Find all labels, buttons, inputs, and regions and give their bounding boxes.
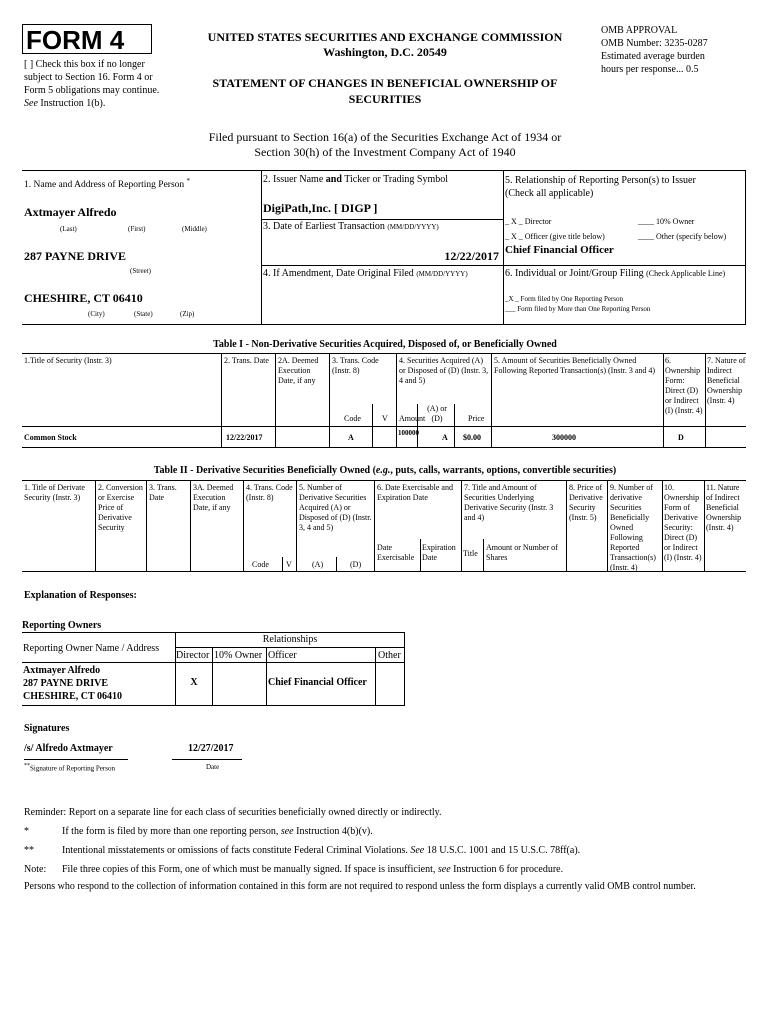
signature-value: /s/ Alfredo Axtmayer: [24, 743, 113, 754]
reporting-person-street: 287 PAYNE DRIVE: [24, 249, 127, 263]
owner-address: Axtmayer Alfredo 287 PAYNE DRIVE CHESHIRE, CT 06410: [23, 665, 123, 702]
signature-date: 12/27/2017: [188, 743, 234, 754]
signature-label: **Signature of Reporting Person: [24, 763, 115, 773]
multiple-person-option[interactable]: ___ Form filed by More than One Reporting Person: [505, 305, 651, 313]
box2-issuer: 2. Issuer Name and Ticker or Trading Symbol DigiPath,Inc. [ DIGP ]: [261, 171, 504, 220]
other-checkbox[interactable]: ____ Other (specify below): [638, 232, 727, 241]
statement-title: STATEMENT OF CHANGES IN BENEFICIAL OWNERSHIP OF SECURITIES: [212, 76, 558, 106]
table1: 1.Title of Security (Instr. 3) 2. Trans. Date 2A. Deemed Execution Date, if any 3. Trans. Code (Instr. 8) 4. Securities Acquired (A) or Disposed of (D) (Instr. 3, 4 and 5) 5. Amount of Securities Beneficially Owned Following Reported Transaction(s) (Instr. 3 and 4) 6. Ownership Form: Direct (D) or Indirect (I) (Instr. 4) 7. Nature of Indirect Beneficial Ownership (Instr. 4) Code V Amount (A) or (D) Price Common Stock 12/22/2017 A 100000 A $0.00 300000 D: [22, 353, 746, 448]
box3-earliest-transaction: 3. Date of Earliest Transaction (MM/DD/YYYY) 12/22/2017: [261, 219, 504, 266]
officer-checkbox[interactable]: _ X _ Officer (give title below): [505, 232, 605, 241]
signature-rule: [24, 759, 128, 760]
omb-approval: OMB APPROVAL OMB Number: 3235-0287 Estimated average burden hours per response... 0.5: [601, 25, 708, 75]
director-checkbox[interactable]: _ X _ Director: [505, 217, 552, 226]
earliest-transaction-date: 12/22/2017: [444, 249, 499, 263]
table2: 1. Title of Derivate Security (Instr. 3) 2. Conversion or Exercise Price of Derivative Security 3. Trans. Date 3A. Deemed Execution Date, if any 4. Trans. Code (Instr. 8) 5. Number of Derivative Securities Acquired (A) or Disposed of (D) (Instr. 3, 4 and 5) 6. Date Exercisable and Expiration Date 7. Title and Amount of Securities Underlying Derivative Security (Instr. 3 and 4) 8. Price of Derivative Security (Instr. 5) 9. Number of derivative Securities Beneficially Owned Following Reported Transaction(s) (Instr. 4) 10. Ownership Form of Derivative Security: Direct (D) or Indirect (I) (Instr. 4) 11. Nature of Indirect Beneficial Ownership (Instr. 4) Code V (A) (D) Date Exercisable Expiration Date Title Amount or Number of Shares: [22, 480, 746, 572]
issuer-name: DigiPath,Inc. [ DIGP ]: [263, 201, 378, 215]
box5-relationship: 5. Relationship of Reporting Person(s) to Issuer (Check all applicable) _ X _ Director ____ 10% Owner _ X _ Officer (give title below) ____ Other (specify below) Chief Financial Officer: [503, 171, 745, 266]
reporting-owners-table: Reporting Owner Name / Address Relationships Director 10% Owner Officer Other Axtmayer Alfredo 287 PAYNE DRIVE CHESHIRE, CT 06410 X Chief Financial Officer: [22, 632, 405, 706]
top-boxes: [22, 170, 746, 325]
reporting-person-name: Axtmayer Alfredo: [24, 205, 117, 219]
table1-title: Table I - Non-Derivative Securities Acquired, Disposed of, or Beneficially Owned: [213, 339, 557, 350]
signatures-heading: Signatures: [24, 723, 70, 734]
box6-filing: 6. Individual or Joint/Group Filing (Check Applicable Line) _X _ Form filed by One Reporting Person ___ Form filed by More than One Reporting Person: [505, 268, 726, 313]
date-rule: [172, 759, 242, 760]
box4-amendment: 4. If Amendment, Date Original Filed (MM/DD/YYYY): [261, 265, 504, 324]
ten-percent-owner-checkbox[interactable]: ____ 10% Owner: [638, 217, 695, 226]
reporting-owners-heading: Reporting Owners: [22, 620, 102, 631]
one-person-option[interactable]: _X _ Form filed by One Reporting Person: [505, 295, 624, 303]
footer-notes: Reminder: Report on a separate line for each class of securities beneficially owned directly or indirectly. * If the form is filed by more than one reporting person, see Instruction 4(b)(v). ** Intentional misstatements or omissions of facts constitute Federal Criminal Violations. See 18 U.S.C. 1001 and 15 U.S.C. 78ff(a). Note: File three copies of this Form, one of which must be manually signed. If space is insufficient, see Instruction 6 for procedure. Persons who respond to the collection of information contained in this form are not required to respond unless the form displays a currently valid OMB control number.: [24, 807, 696, 892]
sec-title: UNITED STATES SECURITIES AND EXCHANGE COMMISSION Washington, D.C. 20549: [207, 30, 563, 59]
box1-reporting-person: 1. Name and Address of Reporting Person * Axtmayer Alfredo (Last) (First) (Middle) 287 PAYNE DRIVE (Street) CHESHIRE, CT 06410 (City) (State) (Zip): [22, 171, 262, 324]
form-title: FORM 4: [26, 25, 125, 55]
explanation-heading: Explanation of Responses:: [24, 590, 137, 601]
form-title-box: [22, 24, 152, 54]
table2-title: Table II - Derivative Securities Beneficially Owned (e.g., puts, calls, warrants, options, convertible securities): [153, 465, 617, 476]
section16-checkbox-note[interactable]: [ ] Check this box if no longer subject to Section 16. Form 4 or Form 5 obligations may continue. See Instruction 1(b).: [24, 59, 160, 109]
officer-title: Chief Financial Officer: [505, 244, 614, 256]
reporting-person-city: CHESHIRE, CT 06410: [24, 291, 143, 305]
filed-pursuant: Filed pursuant to Section 16(a) of the Securities Exchange Act of 1934 or Section 30(h) of the Investment Company Act of 1940: [208, 130, 562, 159]
